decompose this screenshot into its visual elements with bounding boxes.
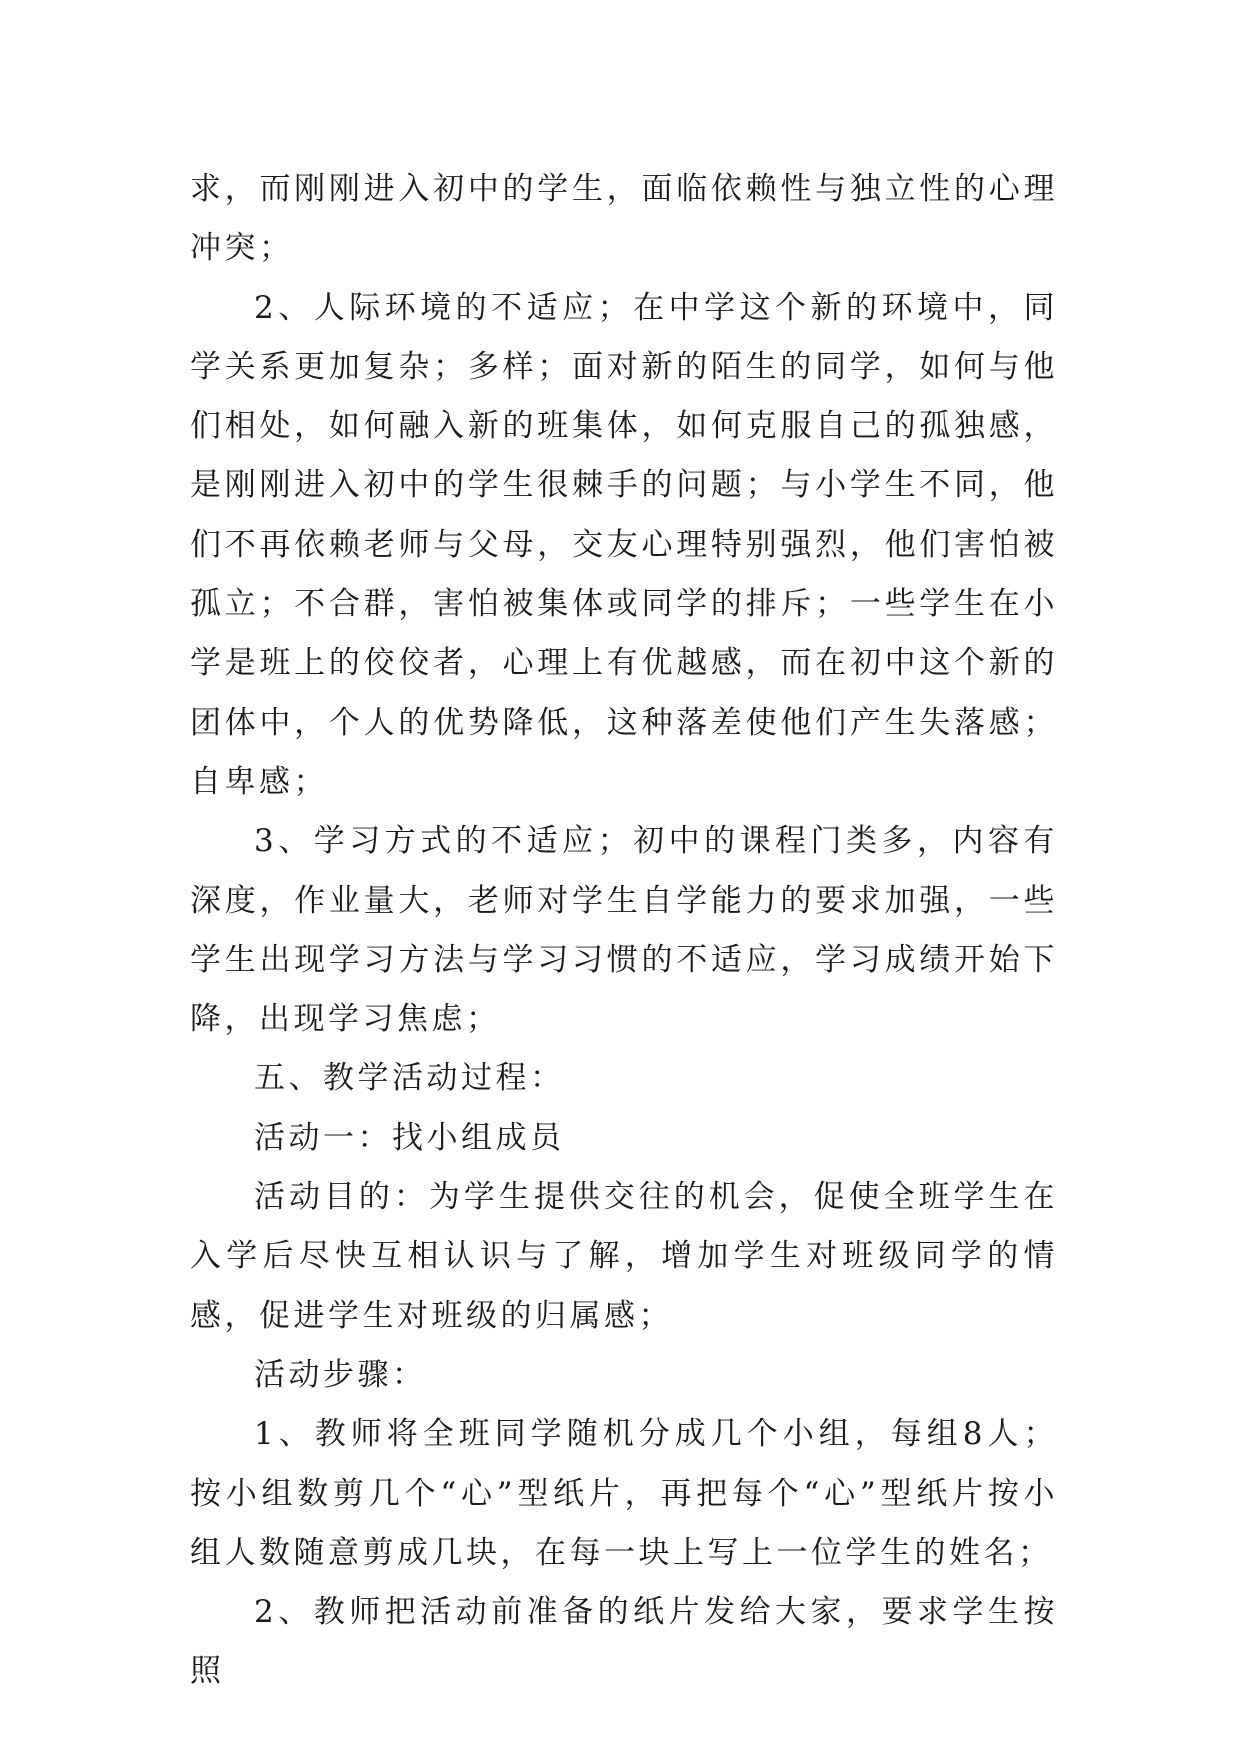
activity-steps-heading: 活动步骤： — [254, 1356, 427, 1393]
section-heading-teaching-process: 五、教学活动过程： — [254, 1060, 565, 1097]
paragraph-learning-maladjustment: 3、学习方式的不适应；初中的课程门类多，内容有深度，作业量大，老师对学生自学能力的要求加强，一些学生出现学习方法与学习习惯的不适应，学习成绩开始下降，出现学习焦虑； — [190, 823, 1058, 1038]
document-body — [190, 160, 1058, 1702]
paragraph-activity-purpose: 活动目的：为学生提供交往的机会，促使全班学生在入学后尽快互相认识与了解，增加学生对班级同学的情感，促进学生对班级的归属感； — [190, 1179, 1058, 1334]
paragraph-interpersonal-maladjustment: 2、人际环境的不适应；在中学这个新的环境中，同学关系更加复杂；多样；面对新的陌生的同学，如何与他们相处，如何融入新的班集体，如何克服自己的孤独感，是刚刚进入初中的学生很棘手的问题；与小学生不同，他们不再依赖老师与父母，交友心理特别强烈，他们害怕被孤立；不合群，害怕被集体或同学的排斥；一些学生在小学是班上的佼佼者，心理上有优越感，而在初中这个新的团体中，个人的优势降低，这种落差使他们产生失落感；自卑感； — [190, 289, 1058, 800]
paragraph-step-2: 2、教师把活动前准备的纸片发给大家，要求学生按照 — [190, 1594, 1058, 1690]
paragraph-step-1: 1、教师将全班同学随机分成几个小组，每组8人；按小组数剪几个“心”型纸片，再把每个“心”型纸片按小组人数随意剪成几块，在每一块上写上一位学生的姓名； — [190, 1416, 1058, 1571]
paragraph-continuation: 求，而刚刚进入初中的学生，面临依赖性与独立性的心理冲突； — [190, 171, 1058, 267]
activity-heading: 活动一：找小组成员 — [254, 1119, 565, 1156]
